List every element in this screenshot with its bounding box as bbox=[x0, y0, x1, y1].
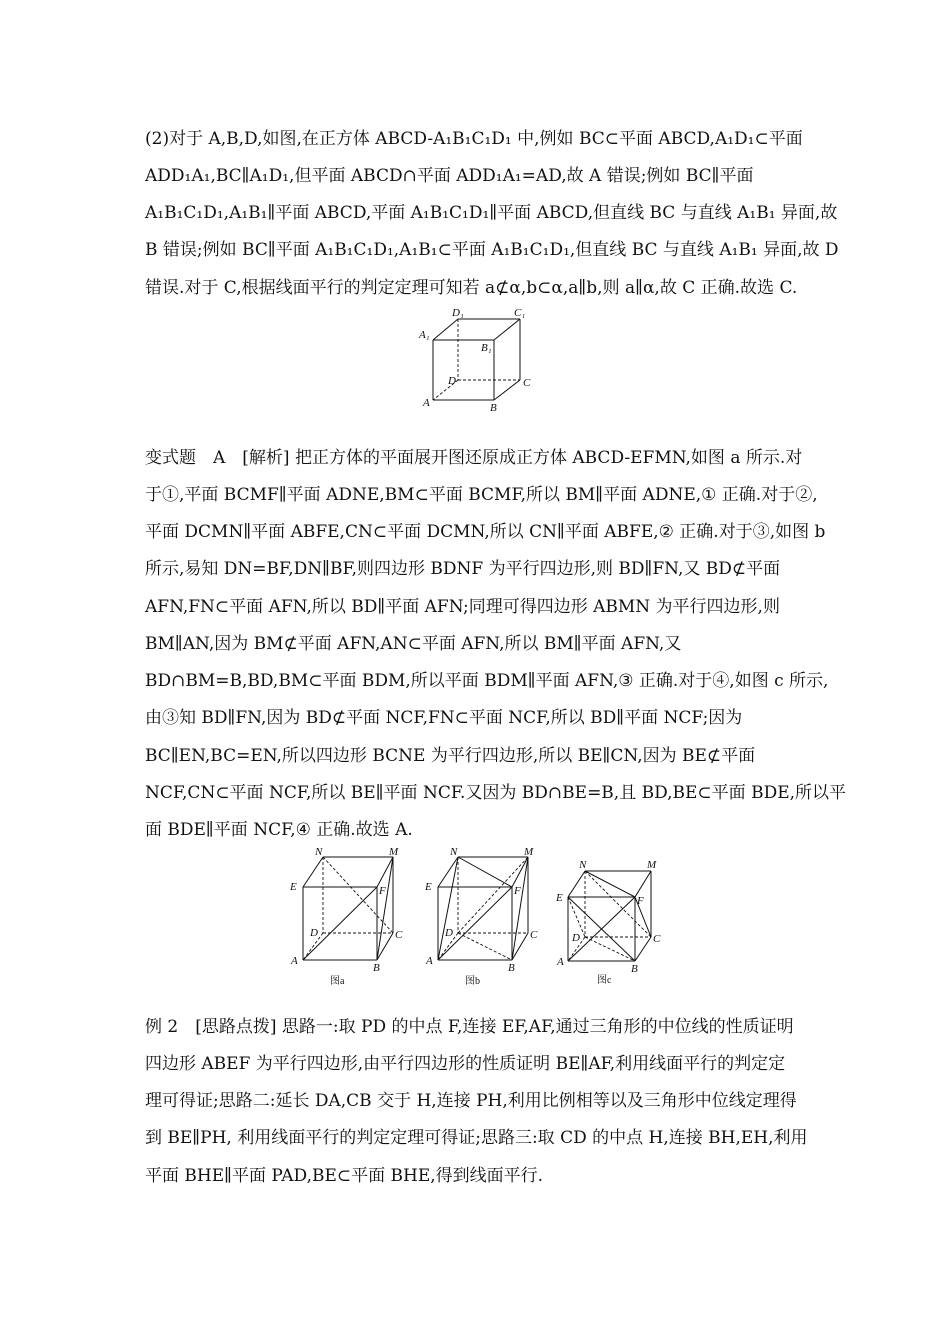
para1-line-2: ADD₁A₁,BC∥A₁D₁,但平面 ABCD∩平面 ADD₁A₁=AD,故 A 错误;例如 BC∥平面 bbox=[145, 166, 754, 186]
label-m: M bbox=[389, 846, 399, 858]
label-f: F bbox=[514, 885, 521, 897]
label-d: D bbox=[310, 927, 318, 939]
label-a1: A₁ bbox=[419, 329, 430, 341]
label-a: A bbox=[557, 956, 564, 968]
label-c1: C₁ bbox=[514, 307, 526, 319]
label-c: C bbox=[523, 377, 531, 389]
para2-line-5: AFN,FN⊂平面 AFN,所以 BD∥平面 AFN;同理可得四边形 ABMN 为平行四边形,则 bbox=[145, 597, 780, 617]
cube-figure-abcd bbox=[410, 305, 540, 415]
para3-line-2: 四边形 ABEF 为平行四边形,由平行四边形的性质证明 BE∥AF,利用线面平行的判定定 bbox=[145, 1054, 786, 1074]
para2-line-9: BC∥EN,BC=EN,所以四边形 BCNE 为平行四边形,所以 BE∥CN,因为 BE⊄平面 bbox=[145, 746, 756, 766]
label-f: F bbox=[637, 895, 644, 907]
para1-line-4: B 错误;例如 BC∥平面 A₁B₁C₁D₁,A₁B₁⊂平面 A₁B₁C₁D₁,但直线 BC 与直线 A₁B₁ 异面,故 D bbox=[145, 240, 839, 260]
label-b: B bbox=[373, 962, 380, 974]
label-f: F bbox=[379, 885, 386, 897]
label-m: M bbox=[524, 846, 534, 858]
label-c: C bbox=[530, 929, 538, 941]
para3-line-1: 例 2 [思路点拨] 思路一:取 PD 的中点 F,连接 EF,AF,通过三角形的中位线的性质证明 bbox=[145, 1017, 794, 1037]
para1-line-1: (2)对于 A,B,D,如图,在正方体 ABCD-A₁B₁C₁D₁ 中,例如 BC⊂平面 ABCD,A₁D₁⊂平面 bbox=[145, 129, 803, 149]
para2-line-3: 平面 DCMN∥平面 ABFE,CN⊂平面 DCMN,所以 CN∥平面 ABFE,② 正确.对于③,如图 b bbox=[145, 522, 826, 542]
para1-line-3: A₁B₁C₁D₁,A₁B₁∥平面 ABCD,平面 A₁B₁C₁D₁∥平面 ABCD,但直线 BC 与直线 A₁B₁ 异面,故 bbox=[145, 203, 838, 223]
label-m: M bbox=[647, 859, 657, 871]
cube-figure-b bbox=[420, 845, 545, 990]
para2-line-1: 变式题 A [解析] 把正方体的平面展开图还原成正方体 ABCD-EFMN,如图 a 所示.对 bbox=[145, 448, 803, 468]
label-c: C bbox=[653, 933, 661, 945]
para3-line-4: 到 BE∥PH, 利用线面平行的判定定理可得证;思路三:取 CD 的中点 H,连接 BH,EH,利用 bbox=[145, 1128, 808, 1148]
label-d1: D₁ bbox=[452, 307, 464, 319]
label-n: N bbox=[450, 846, 458, 858]
para2-line-8: 由③知 BD∥FN,因为 BD⊄平面 NCF,FN⊂平面 NCF,所以 BD∥平面 NCF;因为 bbox=[145, 708, 743, 728]
label-b: B bbox=[631, 963, 638, 975]
cube-figure-a bbox=[285, 845, 410, 990]
label-n: N bbox=[579, 859, 587, 871]
label-d: D bbox=[448, 375, 456, 387]
label-n: N bbox=[315, 846, 323, 858]
label-b1: B₁ bbox=[481, 342, 492, 354]
para2-line-7: BD∩BM=B,BD,BM⊂平面 BDM,所以平面 BDM∥平面 AFN,③ 正确.对于④,如图 c 所示, bbox=[145, 671, 829, 691]
label-a: A bbox=[423, 397, 430, 409]
label-e: E bbox=[425, 881, 432, 893]
para2-line-2: 于①,平面 BCMF∥平面 ADNE,BM⊂平面 BCMF,所以 BM∥平面 ADNE,① 正确.对于②, bbox=[145, 485, 818, 505]
para3-line-3: 理可得证;思路二:延长 DA,CB 交于 H,连接 PH,利用比例相等以及三角形中位线定理得 bbox=[145, 1091, 797, 1111]
caption-a: 图a bbox=[330, 976, 345, 987]
label-e: E bbox=[556, 892, 563, 904]
caption-c: 图c bbox=[597, 975, 612, 986]
label-b: B bbox=[490, 402, 497, 414]
para2-line-10: NCF,CN⊂平面 NCF,所以 BE∥平面 NCF.又因为 BD∩BE=B,且 BD,BE⊂平面 BDE,所以平 bbox=[145, 783, 847, 803]
caption-b: 图b bbox=[465, 976, 480, 987]
para2-line-4: 所示,易知 DN=BF,DN∥BF,则四边形 BDNF 为平行四边形,则 BD∥FN,又 BD⊄平面 bbox=[145, 559, 781, 579]
label-a: A bbox=[291, 955, 298, 967]
label-a: A bbox=[426, 955, 433, 967]
label-d: D bbox=[572, 932, 580, 944]
label-d: D bbox=[445, 927, 453, 939]
label-c: C bbox=[395, 929, 403, 941]
label-b: B bbox=[508, 962, 515, 974]
para2-line-6: BM∥AN,因为 BM⊄平面 AFN,AN⊂平面 AFN,所以 BM∥平面 AFN,又 bbox=[145, 634, 682, 654]
para3-line-5: 平面 BHE∥平面 PAD,BE⊂平面 BHE,得到线面平行. bbox=[145, 1166, 544, 1186]
para1-line-5: 错误.对于 C,根据线面平行的判定定理可知若 a⊄α,b⊂α,a∥b,则 a∥α,故 C 正确.故选 C. bbox=[145, 278, 798, 298]
para2-line-11: 面 BDE∥平面 NCF,④ 正确.故选 A. bbox=[145, 820, 413, 840]
label-e: E bbox=[290, 881, 297, 893]
cube-figure-c bbox=[555, 855, 670, 990]
